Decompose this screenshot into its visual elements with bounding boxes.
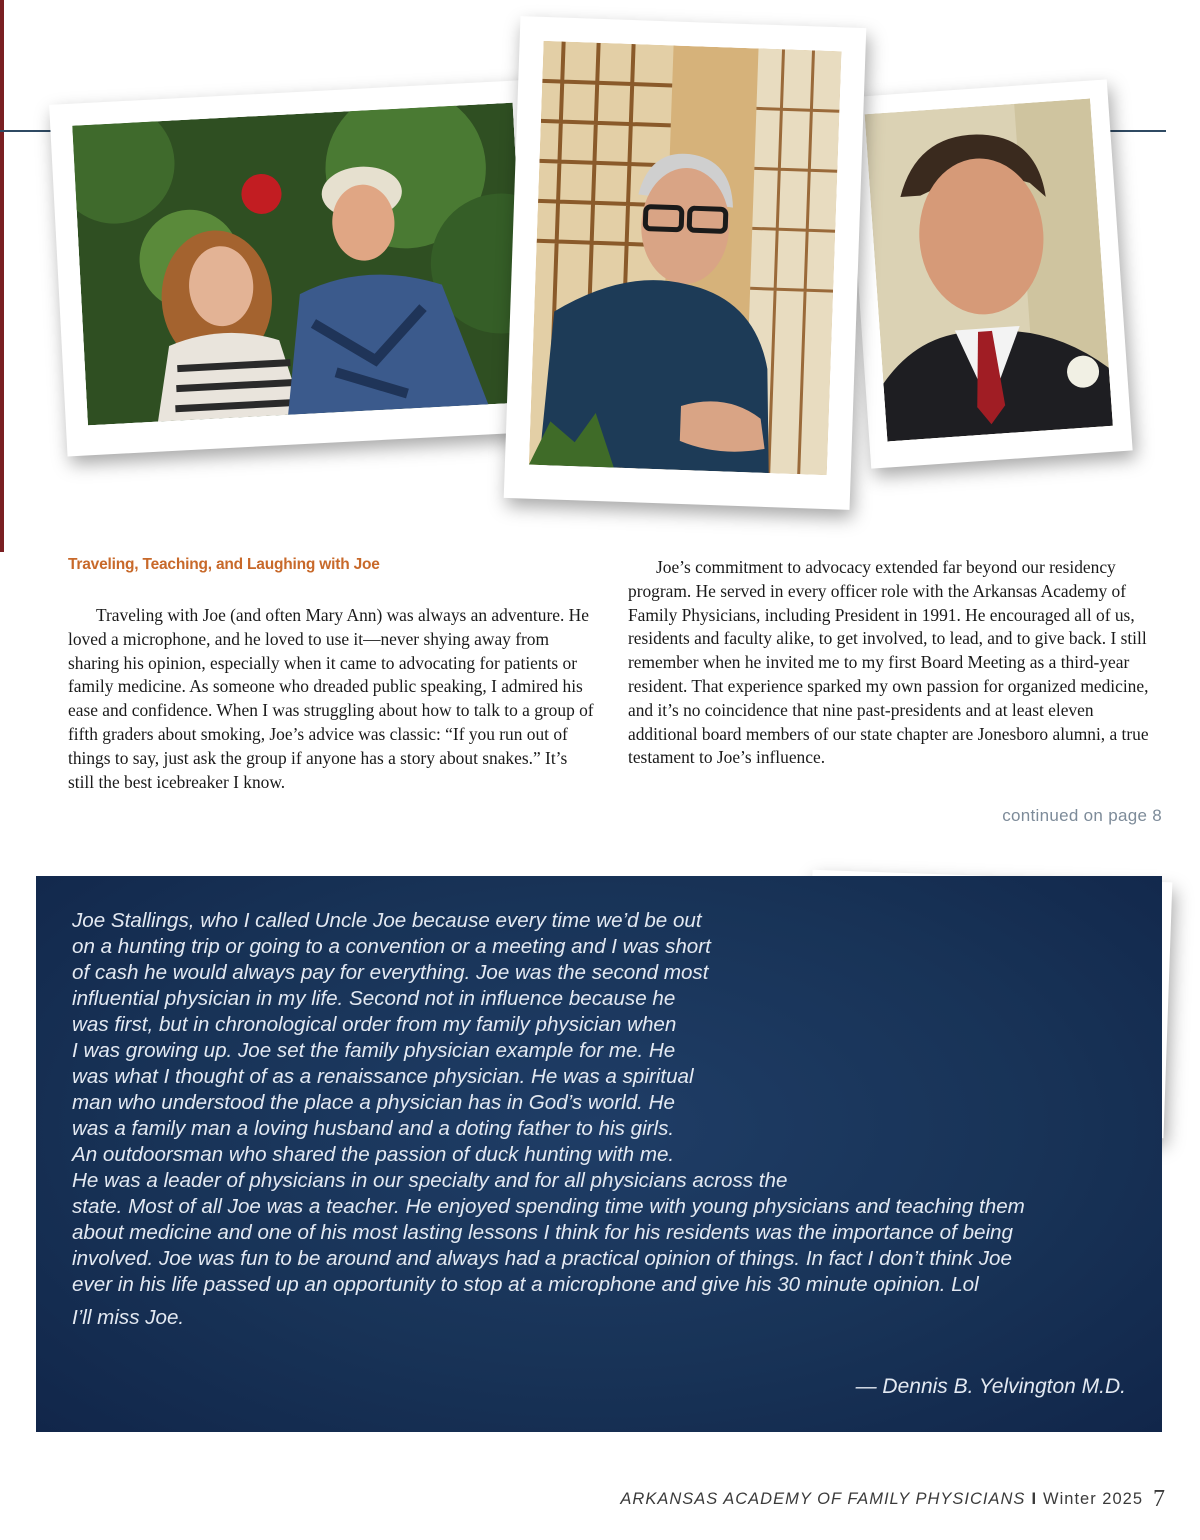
section-heading: Traveling, Teaching, and Laughing with Joe (68, 556, 380, 573)
page-number: 7 (1153, 1486, 1166, 1512)
photo-man-glasses (504, 16, 867, 510)
photo-man-suit (845, 79, 1132, 468)
quote-closing: I’ll miss Joe. (72, 1306, 185, 1329)
quote-line: about medicine and one of his most lasting lessons I think for his residents was the importance of being (72, 1221, 1013, 1244)
issue-label: Winter 2025 (1043, 1490, 1143, 1508)
quote-line: influential physician in my life. Second not in influence because he (72, 987, 676, 1010)
left-edge-bar (0, 0, 4, 552)
quote-signature: — Dennis B. Yelvington M.D. (855, 1375, 1126, 1398)
quote-line: involved. Joe was fun to be around and always had a practical opinion of things. In fact I don’t think Joe (72, 1247, 1012, 1270)
quote-line: was a family man a loving husband and a doting father to his girls. (72, 1117, 675, 1140)
article-column-right: Joe’s commitment to advocacy extended far beyond our residency program. He served in every officer role with the Arkansas Academy of Family Physicians, including President in 1991. He encouraged all of us, residents and faculty alike, to get involved, to lead, and to give back. I still remember when he invited me to my first Board Meeting as a third-year resident. That experience sparked my own passion for organized medicine, and it’s no coincidence that nine past-presidents and at least eleven additional board members of our state chapter are Jonesboro alumni, a true testament to Joe’s influence. (628, 557, 1149, 768)
photo-couple-garden (49, 80, 552, 457)
quote-line: An outdoorsman who shared the passion of duck hunting with me. (72, 1143, 675, 1166)
quote-line: I was growing up. Joe set the family physician example for me. He (72, 1039, 676, 1062)
publication-name: ARKANSAS ACADEMY OF FAMILY PHYSICIANS (620, 1490, 1026, 1508)
article-column-left: Traveling with Joe (and often Mary Ann) was always an adventure. He loved a microphone, and he loved to use it—never shying away from sharing his opinion, especially when it came to advocating for patients or family medicine. As someone who dreaded public speaking, I admired his ease and confidence. When I was struggling about how to talk to a group of fifth graders about smoking, Joe’s advice was classic: “If you run out of things to say, just ask the group if anyone has a story about snakes.” It’s still the best icebreaker I know. (68, 605, 594, 792)
quote-line: was what I thought of as a renaissance physician. He was a spiritual (72, 1065, 694, 1088)
continued-link[interactable]: continued on page 8 (1002, 806, 1162, 825)
quote-line: state. Most of all Joe was a teacher. He enjoyed spending time with young physicians and teaching them (72, 1195, 1025, 1218)
quote-line: man who understood the place a physician has in God’s world. He (72, 1091, 675, 1114)
quote-line: on a hunting trip or going to a convention or a meeting and I was short (72, 935, 711, 958)
quote-line: of cash he would always pay for everything. Joe was the second most (72, 961, 709, 984)
quote-line: was first, but in chronological order from my family physician when (72, 1013, 677, 1036)
page-footer (560, 1486, 1166, 1513)
quote-line: He was a leader of physicians in our specialty and for all physicians across the (72, 1169, 788, 1192)
quote-text (72, 908, 1132, 1298)
quote-line: ever in his life passed up an opportunity to stop at a microphone and give his 30 minute opinion. Lol (72, 1273, 979, 1296)
footer-separator: I (1031, 1490, 1038, 1508)
quote-line: Joe Stallings, who I called Uncle Joe because every time we’d be out (72, 909, 702, 932)
